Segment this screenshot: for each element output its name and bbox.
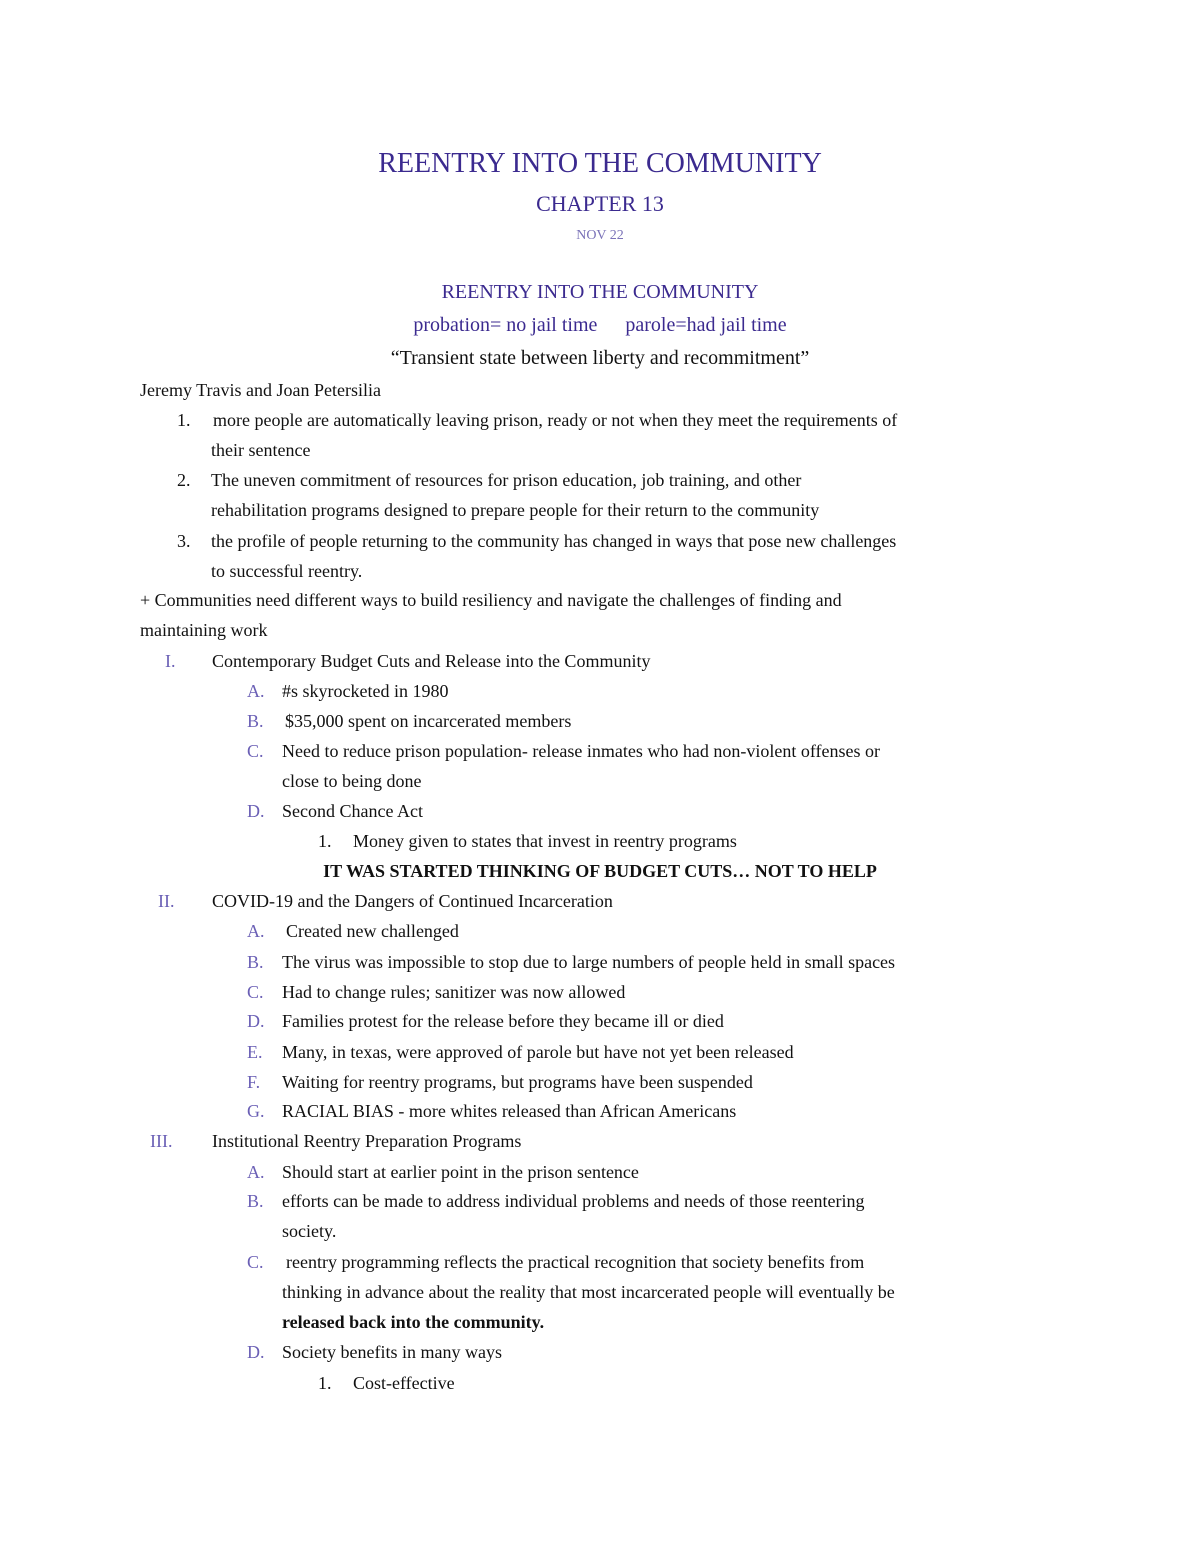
- outline-item: efforts can be made to address individual problems and needs of those reentering: [282, 1191, 865, 1211]
- outline-heading: COVID-19 and the Dangers of Continued Incarceration: [212, 891, 613, 911]
- list-item: more people are automatically leaving prison, ready or not when they meet the requirements of: [213, 410, 898, 430]
- outline-marker: D.: [247, 1342, 265, 1362]
- chapter-label: CHAPTER 13: [536, 191, 664, 216]
- authors: Jeremy Travis and Joan Petersilia: [140, 380, 381, 400]
- outline-item: Second Chance Act: [282, 801, 423, 821]
- outline-marker: B.: [247, 711, 264, 731]
- outline-item-cont: society.: [282, 1221, 337, 1241]
- list-item-cont: to successful reentry.: [211, 561, 363, 581]
- outline-heading: Institutional Reentry Preparation Programs: [212, 1131, 522, 1151]
- probation-definition: probation= no jail time: [413, 314, 598, 336]
- list-item-cont: their sentence: [211, 440, 311, 460]
- outline-marker: C.: [247, 982, 264, 1002]
- quote: “Transient state between liberty and recommitment”: [390, 347, 810, 369]
- outline-item: Many, in texas, were approved of parole but have not yet been released: [282, 1042, 794, 1062]
- plus-note: + Communities need different ways to build resiliency and navigate the challenges of finding and: [140, 590, 842, 610]
- outline-marker: A.: [247, 681, 265, 701]
- sub-item: Cost-effective: [353, 1373, 455, 1393]
- outline-item: Waiting for reentry programs, but programs have been suspended: [282, 1072, 753, 1092]
- outline-item: reentry programming reflects the practical recognition that society benefits from: [286, 1252, 865, 1272]
- plus-note-cont: maintaining work: [140, 620, 268, 640]
- sub-item: Money given to states that invest in reentry programs: [353, 831, 737, 851]
- list-marker: 1.: [177, 410, 191, 430]
- outline-marker: II.: [158, 891, 175, 911]
- outline-marker: A.: [247, 1162, 265, 1182]
- sub-marker: 1.: [318, 1373, 332, 1393]
- outline-marker: I.: [165, 651, 176, 671]
- outline-marker: F.: [247, 1072, 261, 1092]
- outline-item: Need to reduce prison population- release inmates who had non-violent offenses or: [282, 741, 880, 761]
- outline-marker: B.: [247, 1191, 264, 1211]
- list-item-cont: rehabilitation programs designed to prepare people for their return to the community: [211, 500, 820, 520]
- outline-marker: D.: [247, 1011, 265, 1031]
- outline-marker: C.: [247, 1252, 264, 1272]
- sub-marker: 1.: [318, 831, 332, 851]
- outline-item: Should start at earlier point in the prison sentence: [282, 1162, 639, 1182]
- outline-item-cont: thinking in advance about the reality that most incarcerated people will eventually be: [282, 1282, 895, 1302]
- outline-marker: D.: [247, 801, 265, 821]
- outline-marker: III.: [150, 1131, 173, 1151]
- list-marker: 3.: [177, 531, 191, 551]
- outline-item-cont: close to being done: [282, 771, 422, 791]
- outline-item: RACIAL BIAS - more whites released than African Americans: [282, 1101, 737, 1121]
- definitions-line: [0, 312, 1200, 338]
- outline-item: $35,000 spent on incarcerated members: [285, 711, 572, 731]
- page-title: REENTRY INTO THE COMMUNITY: [378, 148, 822, 179]
- outline-item: Families protest for the release before they became ill or died: [282, 1011, 724, 1031]
- outline-item: Had to change rules; sanitizer was now allowed: [282, 982, 626, 1002]
- outline-heading: Contemporary Budget Cuts and Release into the Community: [212, 651, 651, 671]
- outline-marker: A.: [247, 921, 265, 941]
- outline-item: #s skyrocketed in 1980: [282, 681, 449, 701]
- emphasis-line: IT WAS STARTED THINKING OF BUDGET CUTS… NOT TO HELP: [323, 861, 877, 881]
- outline-item-cont: released back into the community.: [282, 1312, 545, 1332]
- outline-marker: B.: [247, 952, 264, 972]
- list-item: The uneven commitment of resources for prison education, job training, and other: [211, 470, 802, 490]
- outline-marker: G.: [247, 1101, 265, 1121]
- date-label: NOV 22: [576, 228, 624, 243]
- outline-marker: C.: [247, 741, 264, 761]
- outline-marker: E.: [247, 1042, 263, 1062]
- outline-item: The virus was impossible to stop due to large numbers of people held in small spaces: [282, 952, 896, 972]
- outline-item: Created new challenged: [286, 921, 459, 941]
- parole-definition: parole=had jail time: [625, 314, 787, 336]
- section-heading: REENTRY INTO THE COMMUNITY: [441, 281, 759, 303]
- list-item: the profile of people returning to the community has changed in ways that pose new challenges: [211, 531, 897, 551]
- list-marker: 2.: [177, 470, 191, 490]
- outline-item: Society benefits in many ways: [282, 1342, 502, 1362]
